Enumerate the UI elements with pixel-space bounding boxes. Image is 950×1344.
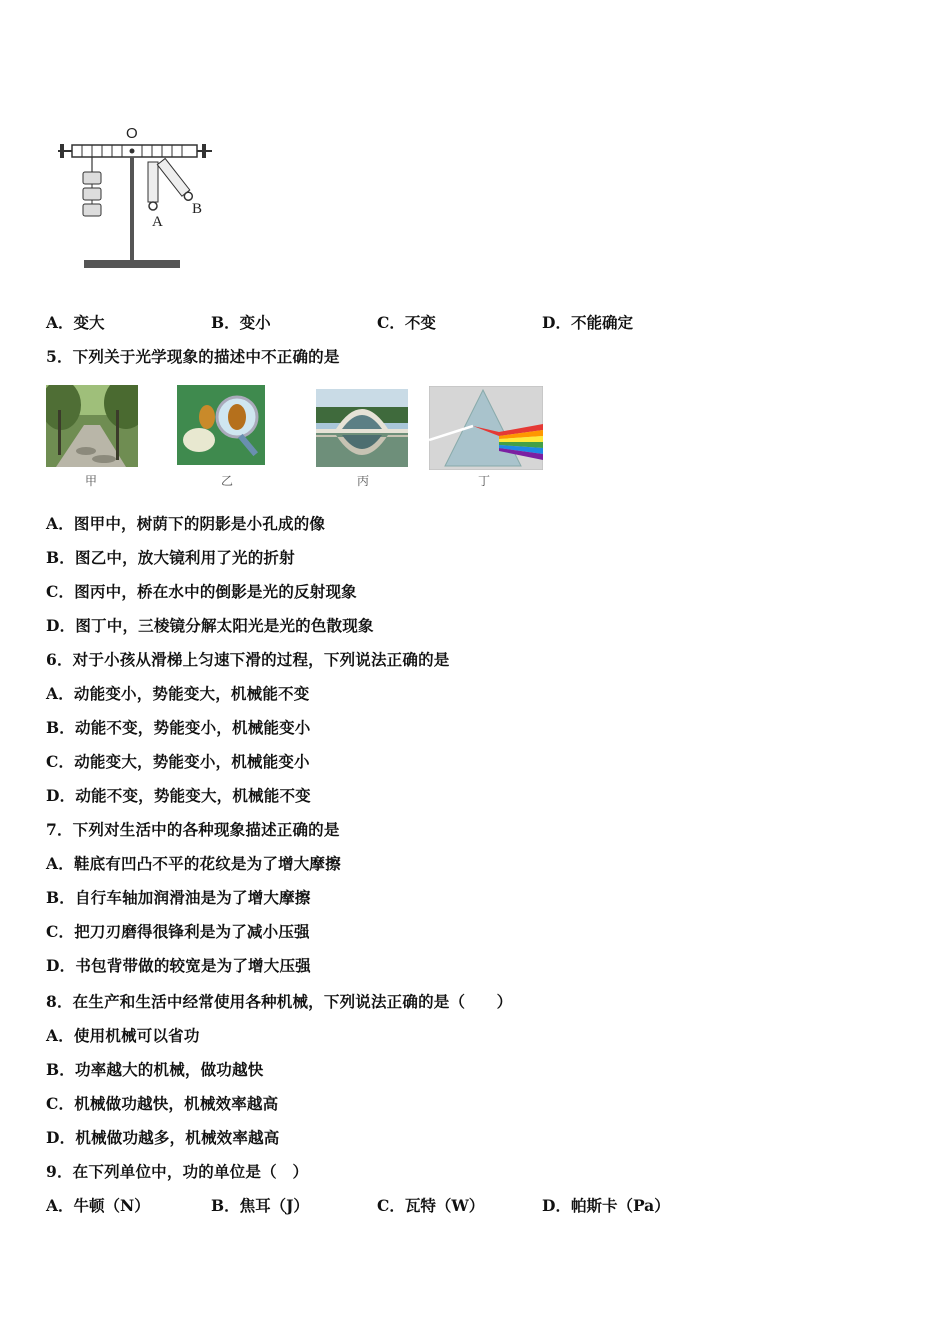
q4-option-d[interactable]: D．不能确定 bbox=[542, 313, 633, 332]
q8-option-d[interactable]: D．机械做功越多，机械效率越高 bbox=[46, 1128, 280, 1147]
q4-option-c[interactable]: C．不变 bbox=[377, 313, 436, 332]
q5-option-d[interactable]: D．图丁中，三棱镜分解太阳光是光的色散现象 bbox=[46, 616, 374, 635]
q6-option-b[interactable]: B．动能不变，势能变小，机械能变小 bbox=[46, 718, 311, 737]
q5-option-a[interactable]: A．图甲中，树荫下的阴影是小孔成的像 bbox=[46, 514, 326, 533]
image-tree-shade bbox=[46, 385, 138, 467]
caption-jia: 甲 bbox=[85, 474, 98, 488]
q6-option-c[interactable]: C．动能变大，势能变小，机械能变小 bbox=[46, 752, 310, 771]
image-magnifier bbox=[177, 385, 265, 465]
q5-stem: 5．下列关于光学现象的描述中不正确的是 bbox=[46, 347, 340, 366]
q9-option-d[interactable]: D．帕斯卡（Pa） bbox=[542, 1196, 670, 1215]
caption-ding: 丁 bbox=[478, 474, 491, 488]
q8-option-a[interactable]: A．使用机械可以省功 bbox=[46, 1026, 200, 1045]
q7-stem: 7．下列对生活中的各种现象描述正确的是 bbox=[46, 820, 340, 839]
q7-option-b[interactable]: B．自行车轴加润滑油是为了增大摩擦 bbox=[46, 888, 311, 907]
q8-option-b[interactable]: B．功率越大的机械，做功越快 bbox=[46, 1060, 264, 1079]
q7-option-c[interactable]: C．把刀刃磨得很锋利是为了减小压强 bbox=[46, 922, 310, 941]
q9-option-a[interactable]: A．牛顿（N） bbox=[46, 1196, 150, 1215]
lever-figure bbox=[52, 120, 222, 275]
spring-a-label: A bbox=[152, 214, 163, 230]
q4-option-a[interactable]: A．变大 bbox=[46, 313, 105, 332]
q5-option-b[interactable]: B．图乙中，放大镜利用了光的折射 bbox=[46, 548, 295, 567]
q6-stem: 6．对于小孩从滑梯上匀速下滑的过程，下列说法正确的是 bbox=[46, 650, 450, 669]
q6-option-d[interactable]: D．动能不变，势能变大，机械能不变 bbox=[46, 786, 311, 805]
q8-option-c[interactable]: C．机械做功越快，机械效率越高 bbox=[46, 1094, 279, 1113]
q5-option-c[interactable]: C．图丙中，桥在水中的倒影是光的反射现象 bbox=[46, 582, 357, 601]
q8-stem: 8．在生产和生活中经常使用各种机械，下列说法正确的是（ ） bbox=[46, 992, 513, 1011]
image-prism-dispersion bbox=[429, 386, 543, 470]
caption-bing: 丙 bbox=[357, 474, 370, 488]
q6-option-a[interactable]: A．动能变小，势能变大，机械能不变 bbox=[46, 684, 310, 703]
caption-yi: 乙 bbox=[221, 474, 234, 488]
spring-b-label: B bbox=[192, 201, 203, 217]
pivot-label: O bbox=[126, 125, 138, 142]
image-bridge-reflection bbox=[316, 389, 408, 467]
q9-option-b[interactable]: B．焦耳（J） bbox=[211, 1196, 309, 1215]
q7-option-d[interactable]: D．书包背带做的较宽是为了增大压强 bbox=[46, 956, 311, 975]
q9-stem: 9．在下列单位中，功的单位是（ ） bbox=[46, 1162, 309, 1181]
q9-option-c[interactable]: C．瓦特（W） bbox=[377, 1196, 485, 1215]
q7-option-a[interactable]: A．鞋底有凹凸不平的花纹是为了增大摩擦 bbox=[46, 854, 341, 873]
q4-option-b[interactable]: B．变小 bbox=[211, 313, 271, 332]
